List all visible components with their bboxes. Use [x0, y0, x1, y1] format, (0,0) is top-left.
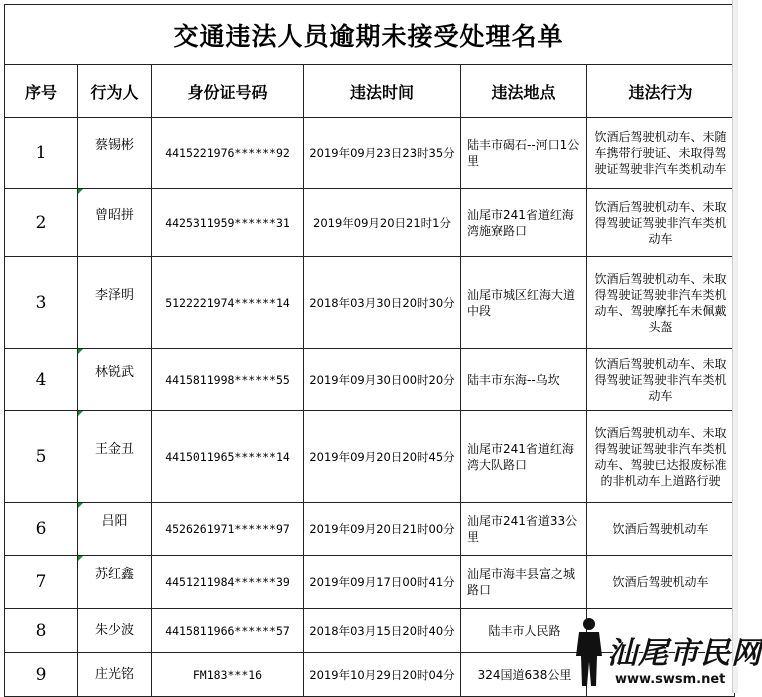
row-act[interactable]: 饮酒后驾驶机动车 [587, 556, 735, 609]
table-row [5, 257, 735, 349]
table-row [5, 189, 735, 257]
header-act: 违法行为 [587, 65, 735, 118]
row-seq[interactable]: 7 [5, 556, 78, 609]
table-row [5, 411, 735, 503]
table-row [5, 609, 735, 653]
row-time[interactable]: 2018年03月15日20时40分 [304, 609, 461, 653]
row-name[interactable] [78, 653, 152, 697]
header-name: 行为人 [78, 65, 152, 118]
row-id[interactable]: FM183***16 [152, 653, 304, 697]
row-time[interactable]: 2019年09月20日20时45分 [304, 411, 461, 503]
row-id[interactable]: 5122221974******14 [152, 257, 304, 349]
row-act[interactable]: 饮酒后驾驶机动车 [587, 503, 735, 556]
row-place[interactable]: 汕尾市241省道红海湾施寮路口 [461, 189, 587, 257]
row-act[interactable]: 饮酒后驾驶机动车、未取得驾驶证驾驶非汽车类机动车、驾驶已达报废标准的非机动车上道路行驶 [587, 411, 735, 503]
row-name-text: 林锐武 [94, 364, 134, 380]
row-seq[interactable]: 9 [5, 653, 78, 697]
row-name[interactable] [78, 503, 152, 556]
row-place[interactable]: 汕尾市241省道33公里 [461, 503, 587, 556]
row-seq[interactable]: 3 [5, 257, 78, 349]
row-seq[interactable]: 8 [5, 609, 78, 653]
header-time: 违法时间 [304, 65, 461, 118]
row-name[interactable] [78, 189, 152, 257]
row-place[interactable]: 陆丰市人民路 [461, 609, 587, 653]
row-name[interactable] [78, 349, 152, 411]
table-row [5, 556, 735, 609]
row-id[interactable]: 4415221976******92 [152, 118, 304, 189]
row-time[interactable]: 2019年09月20日21时00分 [304, 503, 461, 556]
watermark-url: www.swsm.net [615, 672, 726, 687]
row-name-text: 曾昭拼 [94, 207, 134, 223]
row-id[interactable]: 4451211984******39 [152, 556, 304, 609]
row-name-text: 李泽明 [94, 287, 134, 303]
row-seq[interactable]: 4 [5, 349, 78, 411]
row-place[interactable]: 汕尾市241省道红海湾大队路口 [461, 411, 587, 503]
header-id: 身份证号码 [152, 65, 304, 118]
table-row [5, 349, 735, 411]
row-place[interactable]: 陆丰市东海--乌坎 [461, 349, 587, 411]
row-id[interactable]: 4425311959******31 [152, 189, 304, 257]
violators-table [4, 64, 735, 697]
row-time[interactable]: 2018年03月30日20时30分 [304, 257, 461, 349]
row-seq[interactable]: 6 [5, 503, 78, 556]
row-id[interactable]: 4526261971******97 [152, 503, 304, 556]
row-seq[interactable]: 5 [5, 411, 78, 503]
row-act[interactable]: 饮酒后驾驶机动车、未取得驾驶证驾驶非汽车类机动车 [587, 349, 735, 411]
watermark-text: 汕尾市民网 [607, 636, 762, 671]
row-id[interactable]: 4415811966******57 [152, 609, 304, 653]
row-act[interactable] [587, 609, 735, 653]
row-place[interactable]: 汕尾市城区红海大道中段 [461, 257, 587, 349]
header-place: 违法地点 [461, 65, 587, 118]
row-name[interactable] [78, 609, 152, 653]
row-seq[interactable]: 2 [5, 189, 78, 257]
row-time[interactable]: 2019年09月30日00时20分 [304, 349, 461, 411]
row-time[interactable]: 2019年09月20日21时1分 [304, 189, 461, 257]
row-name[interactable] [78, 556, 152, 609]
row-act[interactable] [587, 653, 735, 697]
row-act[interactable]: 饮酒后驾驶机动车、未取得驾驶证驾驶非汽车类机动车、驾驶摩托车未佩戴头盔 [587, 257, 735, 349]
row-name[interactable] [78, 257, 152, 349]
row-place[interactable]: 陆丰市碣石--河口1公里 [461, 118, 587, 189]
table-row [5, 118, 735, 189]
table-header-row [5, 65, 735, 118]
row-act[interactable]: 饮酒后驾驶机动车、未取得驾驶证驾驶非汽车类机动车 [587, 189, 735, 257]
row-act[interactable]: 饮酒后驾驶机动车、未随车携带行驶证、未取得驾驶证驾驶非汽车类机动车 [587, 118, 735, 189]
row-name[interactable] [78, 118, 152, 189]
row-time[interactable]: 2019年10月29日20时04分 [304, 653, 461, 697]
row-name-text: 吕阳 [101, 514, 128, 529]
row-name-text: 蔡锡彬 [94, 138, 134, 153]
row-id[interactable]: 4415811998******55 [152, 349, 304, 411]
row-name[interactable] [78, 411, 152, 503]
table-row [5, 503, 735, 556]
row-time[interactable]: 2019年09月17日00时41分 [304, 556, 461, 609]
row-id[interactable]: 4415011965******14 [152, 411, 304, 503]
row-seq[interactable]: 1 [5, 118, 78, 189]
row-place[interactable]: 汕尾市海丰县富之城路口 [461, 556, 587, 609]
row-place[interactable]: 324国道638公里 [461, 653, 587, 697]
row-name-text: 苏红鑫 [94, 567, 134, 582]
page-title: 交通违法人员逾期未接受处理名单 [4, 4, 733, 65]
row-name-text: 庄光铭 [94, 666, 134, 682]
row-time[interactable]: 2019年09月23日23时35分 [304, 118, 461, 189]
header-seq: 序号 [5, 65, 78, 118]
sheet-right-edge [732, 0, 738, 693]
row-name-text: 王金丑 [94, 441, 134, 457]
row-name-text: 朱少波 [94, 622, 134, 638]
table-row [5, 653, 735, 697]
